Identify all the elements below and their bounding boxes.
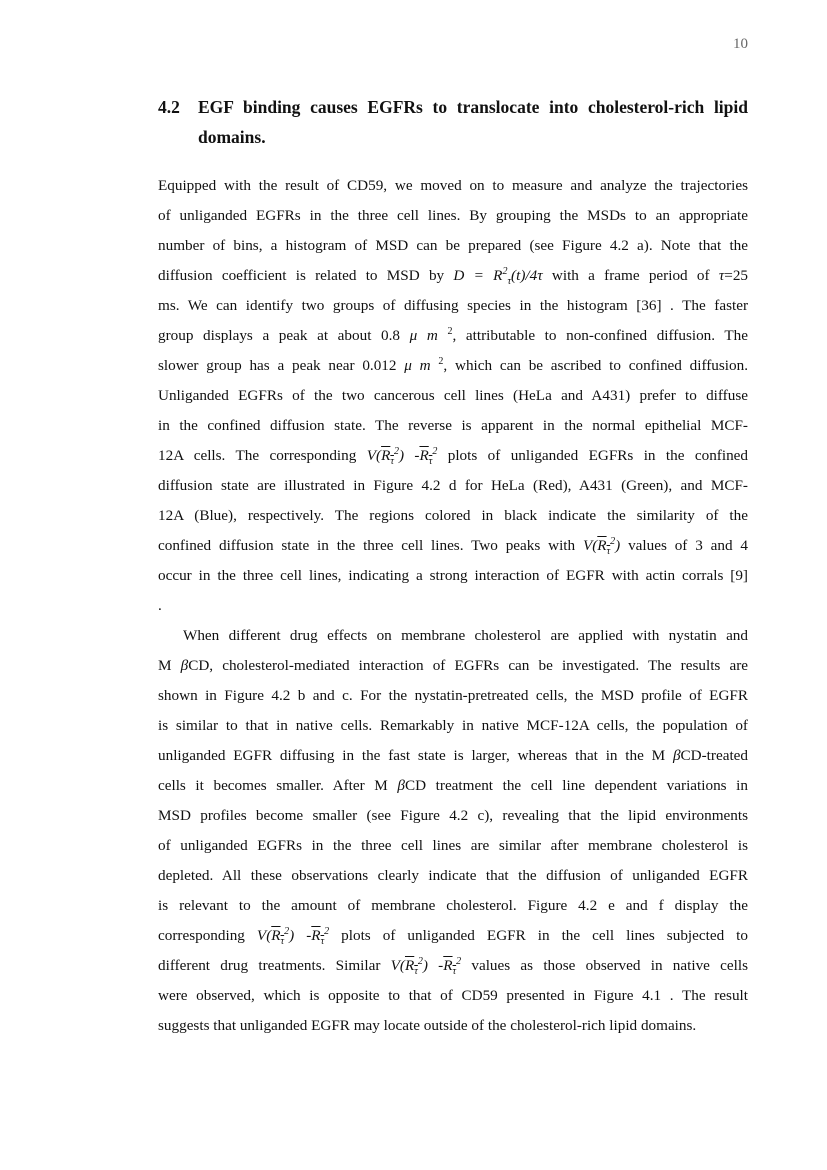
paragraph-1-line: group displays a peak at about 0.8 μ m $^2$, attributable to non-confined diffusion. The <box>158 325 749 344</box>
paragraph-2-line: suggests that unliganded EGFR may locate outside of the cholesterol-rich lipid domains. <box>158 1017 697 1034</box>
paragraph-2-line: cells it becomes smaller. After M βCD treatment the cell line dependent variations in <box>158 777 748 794</box>
section-number: 4.2 <box>158 97 180 117</box>
paragraph-1-line: 12A cells. The corresponding $V(R_\tau^2)$ $-R_\tau^2$ plots of unliganded EGFRs in the confined <box>158 445 748 468</box>
paragraph-2-line: M βCD, cholesterol-mediated interaction of EGFRs can be investigated. The results are <box>158 657 748 674</box>
paragraph-1-line: slower group has a peak near 0.012 μ m $^2$, which can be ascribed to confined diffusion. <box>158 355 749 374</box>
paragraph-1-line: Equipped with the result of CD59, we moved on to measure and analyze the trajectories <box>158 177 748 194</box>
paragraph-2-line: unliganded EGFR diffusing in the fast state is larger, whereas that in the M βCD-treated <box>158 747 748 764</box>
paragraph-1-line: number of bins, a histogram of MSD can be prepared (see Figure 4.2 a). Note that the <box>158 237 748 254</box>
paragraph-1-line: in the confined diffusion state. The reverse is apparent in the normal epithelial MCF- <box>158 417 748 434</box>
v-r-tau-expression: $V(R_\tau^2)$ <box>256 925 295 948</box>
paragraph-2-line: is relevant to the amount of membrane cholesterol. Figure 4.2 e and f display the <box>158 897 748 914</box>
paragraph-2-line: corresponding $V(R_\tau^2)$ $-R_\tau^2$ plots of unliganded EGFR in the cell lines subjected to <box>158 925 748 948</box>
paragraph-1-line: occur in the three cell lines, indicating a strong interaction of EGFR with actin corrals [9] <box>158 567 748 584</box>
paragraph-1-line: diffusion coefficient is related to MSD by $D = R^2_\tau(t)/4\tau$ with a frame period of τ=25 <box>158 265 749 288</box>
v-r-tau-expression: $V(R_\tau^2)$ <box>366 445 405 468</box>
paragraph-1-line: confined diffusion state in the three cell lines. Two peaks with $V(R_\tau^2)$ values of 3 and 4 <box>158 535 748 558</box>
paragraph-1-line: . <box>158 597 162 614</box>
v-r-tau-expression: $V(R_\tau^2)$ <box>390 955 428 978</box>
paragraph-2-line: MSD profiles become smaller (see Figure 4.2 c), revealing that the lipid environments <box>158 807 748 824</box>
paragraph-2-line: depleted. All these observations clearly indicate that the diffusion of unliganded EGFR <box>158 867 748 884</box>
diffusion-equation: $D = R^2_\tau(t)/4\tau$ <box>453 265 543 288</box>
paragraph-1-line: Unliganded EGFRs of the two cancerous cell lines (HeLa and A431) prefer to diffuse <box>158 387 748 404</box>
paragraph-1-line: 12A (Blue), respectively. The regions colored in black indicate the similarity of the <box>158 507 748 524</box>
paragraph-2-line: is similar to that in native cells. Remarkably in native MCF-12A cells, the population of <box>158 717 748 734</box>
section-heading <box>158 92 748 152</box>
section-title: EGF binding causes EGFRs to translocate into cholesterol-rich lipid domains. <box>198 97 748 147</box>
v-r-tau-expression: $V(R_\tau^2)$ <box>582 535 621 558</box>
paragraph-1-line: diffusion state are illustrated in Figure 4.2 d for HeLa (Red), A431 (Green), and MCF- <box>158 477 748 494</box>
paragraph-2-line: shown in Figure 4.2 b and c. For the nystatin-pretreated cells, the MSD profile of EGFR <box>158 687 748 704</box>
paragraph-2-line: of unliganded EGFRs in the three cell lines are similar after membrane cholesterol is <box>158 837 748 854</box>
body-text <box>158 171 748 1041</box>
paragraph-2-line: were observed, which is opposite to that of CD59 presented in Figure 4.1 . The result <box>158 987 748 1004</box>
paragraph-1-line: of unliganded EGFRs in the three cell lines. By grouping the MSDs to an appropriate <box>158 207 748 224</box>
paragraph-2-line: When different drug effects on membrane cholesterol are applied with nystatin and <box>183 627 748 644</box>
page-number: 10 <box>733 36 748 52</box>
paragraph-1-line: ms. We can identify two groups of diffusing species in the histogram [36] . The faster <box>158 297 748 314</box>
paragraph-2-line: different drug treatments. Similar $V(R_\tau^2)$ $-R_\tau^2$ values as those observed in native cells <box>158 955 748 978</box>
